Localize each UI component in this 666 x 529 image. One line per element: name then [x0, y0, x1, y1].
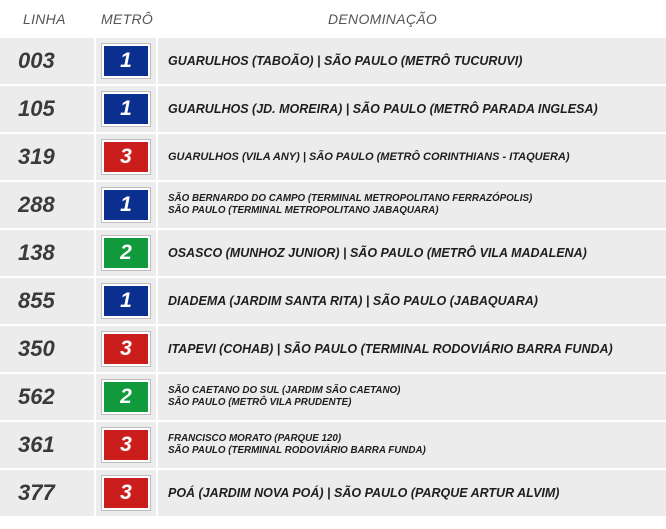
table-row[interactable] [0, 470, 666, 518]
column-divider [156, 86, 158, 132]
route-description-line: DIADEMA (JARDIM SANTA RITA) | SÃO PAULO (JABAQUARA) [168, 293, 538, 308]
route-description-line: SÃO PAULO (TERMINAL RODOVIÁRIO BARRA FUNDA) [168, 445, 426, 456]
table-row[interactable] [0, 182, 666, 230]
route-description-line: GUARULHOS (VILA ANY) | SÃO PAULO (METRÔ CORINTHIANS - ITAQUERA) [168, 150, 570, 163]
column-divider [156, 422, 158, 468]
column-divider [94, 86, 96, 132]
bus-lines-table [0, 38, 666, 518]
route-description-line: SÃO CAETANO DO SUL (JARDIM SÃO CAETANO) [168, 385, 401, 396]
route-description-line: OSASCO (MUNHOZ JUNIOR) | SÃO PAULO (METRÔ VILA MADALENA) [168, 245, 587, 260]
column-divider [94, 182, 96, 228]
metro-line-badge: 3 [102, 428, 150, 462]
line-number: 319 [18, 144, 55, 169]
column-divider [94, 374, 96, 420]
line-number: 288 [18, 192, 55, 217]
column-divider [156, 38, 158, 84]
table-row[interactable] [0, 422, 666, 470]
route-description [168, 230, 666, 276]
route-description [168, 134, 666, 180]
column-divider [94, 326, 96, 372]
metro-line-badge: 2 [102, 380, 150, 414]
column-divider [94, 134, 96, 180]
metro-line-badge: 1 [102, 92, 150, 126]
route-description [168, 86, 666, 132]
table-row[interactable] [0, 278, 666, 326]
table-header [0, 0, 666, 38]
metro-line-badge: 3 [102, 140, 150, 174]
header-linha: LINHA [23, 11, 66, 27]
route-description-line: SÃO PAULO (METRÔ VILA PRUDENTE) [168, 397, 352, 408]
route-description-line: FRANCISCO MORATO (PARQUE 120) [168, 433, 342, 444]
metro-line-badge: 2 [102, 236, 150, 270]
route-description-line: GUARULHOS (JD. MOREIRA) | SÃO PAULO (METRÔ PARADA INGLESA) [168, 101, 598, 116]
table-row[interactable] [0, 326, 666, 374]
column-divider [156, 182, 158, 228]
metro-line-badge: 1 [102, 188, 150, 222]
line-number: 138 [18, 240, 55, 265]
metro-line-badge: 1 [102, 284, 150, 318]
column-divider [156, 374, 158, 420]
route-description-line: ITAPEVI (COHAB) | SÃO PAULO (TERMINAL RODOVIÁRIO BARRA FUNDA) [168, 341, 613, 356]
route-description [168, 182, 666, 228]
table-row[interactable] [0, 86, 666, 134]
route-description-line: SÃO PAULO (TERMINAL METROPOLITANO JABAQUARA) [168, 205, 439, 216]
route-description-line: GUARULHOS (TABOÃO) | SÃO PAULO (METRÔ TUCURUVI) [168, 53, 523, 68]
route-description-line: SÃO BERNARDO DO CAMPO (TERMINAL METROPOLITANO FERRAZÓPOLIS) [168, 193, 533, 204]
route-description [168, 326, 666, 372]
route-description [168, 374, 666, 420]
line-number: 562 [18, 384, 55, 409]
column-divider [156, 326, 158, 372]
column-divider [94, 230, 96, 276]
route-description [168, 470, 666, 516]
line-number: 105 [18, 96, 55, 121]
column-divider [156, 230, 158, 276]
line-number: 377 [18, 480, 55, 505]
column-divider [94, 422, 96, 468]
column-divider [156, 470, 158, 516]
metro-line-badge: 3 [102, 476, 150, 510]
column-divider [156, 134, 158, 180]
route-description [168, 38, 666, 84]
header-denominacao: DENOMINAÇÃO [328, 11, 438, 27]
line-number: 361 [18, 432, 55, 457]
line-number: 855 [18, 288, 55, 313]
column-divider [94, 278, 96, 324]
table-row[interactable] [0, 134, 666, 182]
route-description [168, 278, 666, 324]
line-number: 003 [18, 48, 55, 73]
table-row[interactable] [0, 38, 666, 86]
table-row[interactable] [0, 374, 666, 422]
route-description-line: POÁ (JARDIM NOVA POÁ) | SÃO PAULO (PARQUE ARTUR ALVIM) [168, 485, 560, 500]
metro-line-badge: 1 [102, 44, 150, 78]
column-divider [94, 38, 96, 84]
column-divider [94, 470, 96, 516]
table-row[interactable] [0, 230, 666, 278]
column-divider [156, 278, 158, 324]
metro-line-badge: 3 [102, 332, 150, 366]
route-description [168, 422, 666, 468]
line-number: 350 [18, 336, 55, 361]
header-metro: METRÔ [101, 11, 154, 27]
